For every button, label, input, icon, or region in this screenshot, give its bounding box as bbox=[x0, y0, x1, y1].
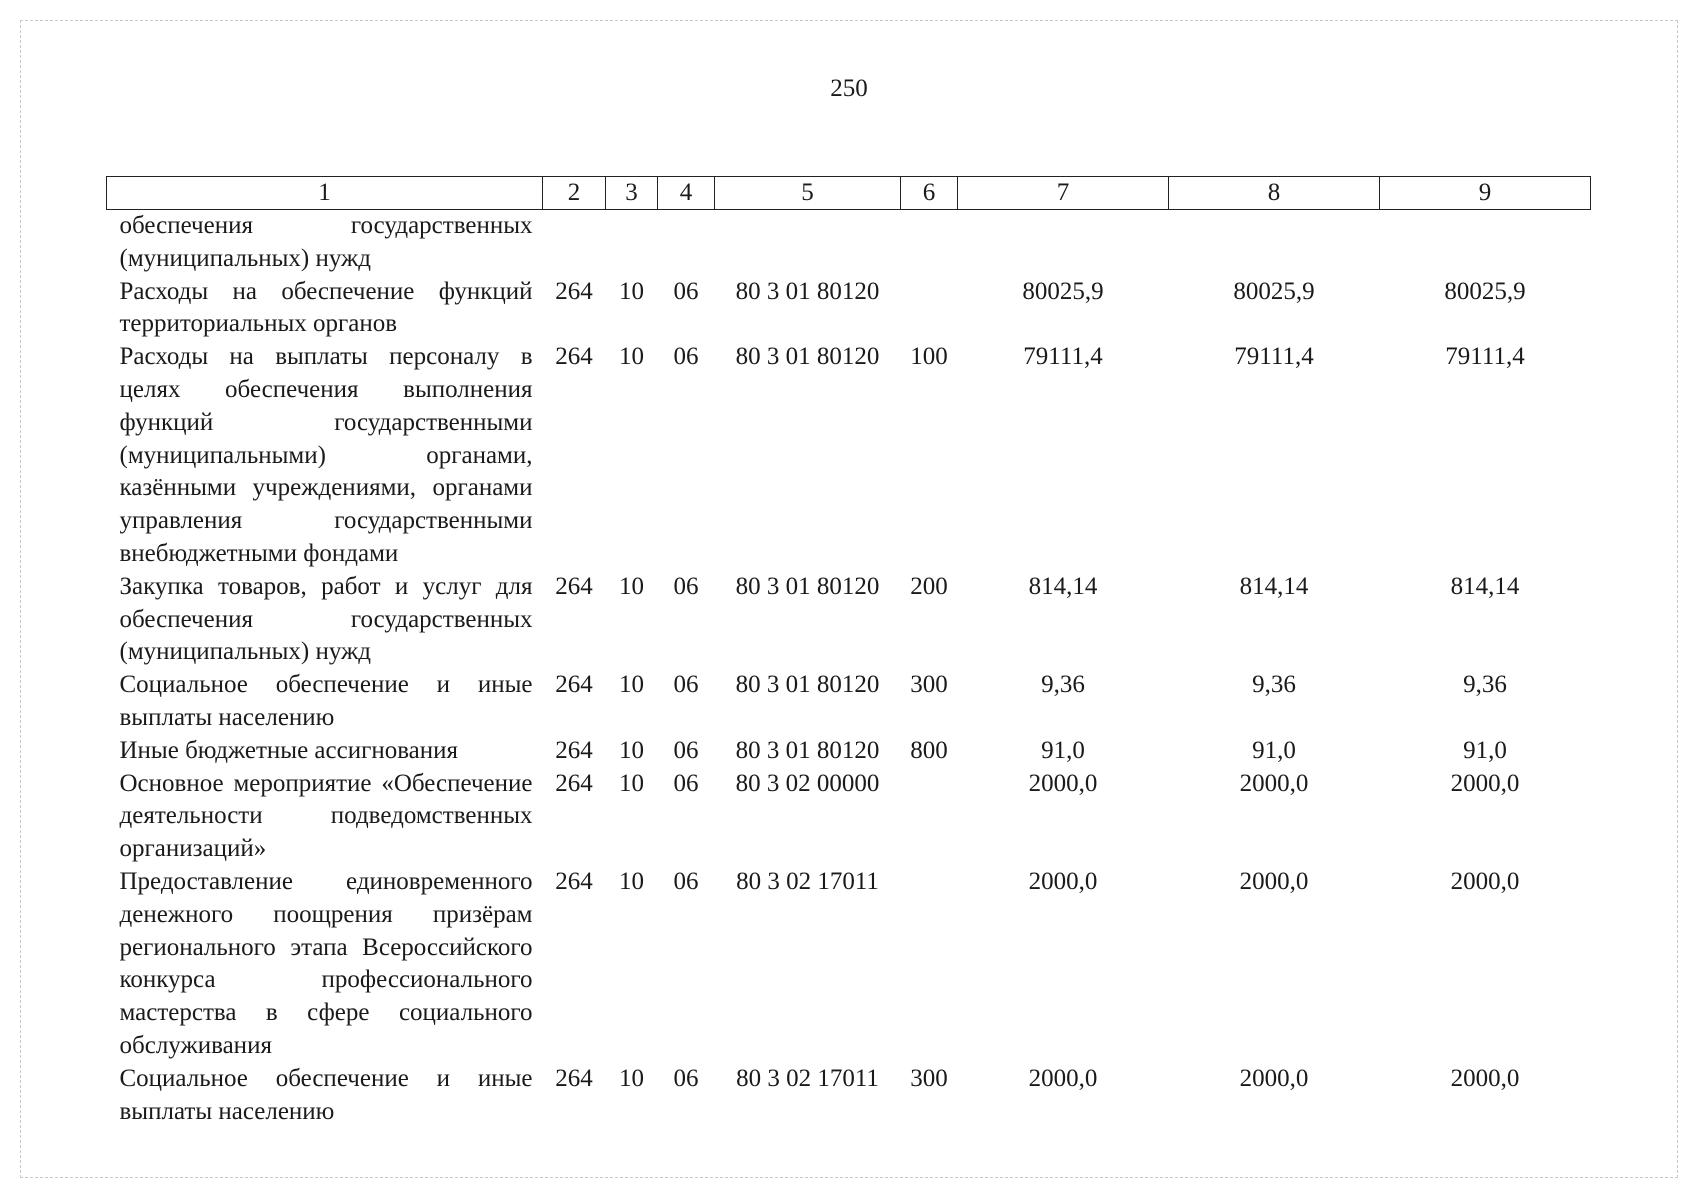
cell-col-2: 264 bbox=[555, 769, 593, 797]
cell-col-6 bbox=[901, 768, 958, 866]
table-row bbox=[107, 669, 1591, 735]
cell-col-4 bbox=[658, 210, 715, 276]
cell-col-4: 06 bbox=[673, 671, 699, 699]
table-row bbox=[107, 768, 1591, 866]
table-row bbox=[107, 1063, 1591, 1129]
table-body bbox=[107, 210, 1591, 1129]
cell-col-9: 80025,9 bbox=[1444, 277, 1526, 305]
cell-col-9: 9,36 bbox=[1463, 671, 1507, 699]
row-description: Социальное обеспечение и иные выплаты населению bbox=[119, 671, 533, 731]
cell-col-3: 10 bbox=[619, 277, 644, 305]
cell-col-5: 80 3 01 80120 bbox=[735, 671, 880, 699]
cell-col-5: 80 3 02 17011 bbox=[736, 867, 879, 895]
budget-table bbox=[106, 176, 1591, 1128]
column-header-6: 6 bbox=[901, 177, 958, 210]
cell-col-6: 300 bbox=[910, 671, 948, 699]
header-row bbox=[107, 177, 1591, 210]
column-header-2: 2 bbox=[543, 177, 606, 210]
row-description: Закупка товаров, работ и услуг для обеспечения государственных (муниципальных) нужд bbox=[119, 572, 533, 666]
cell-col-5: 80 3 01 80120 bbox=[735, 572, 880, 600]
row-description: Расходы на обеспечение функций территориальных органов bbox=[119, 277, 533, 338]
cell-col-8: 814,14 bbox=[1239, 572, 1309, 600]
cell-col-8: 91,0 bbox=[1252, 736, 1296, 764]
cell-col-6 bbox=[901, 866, 958, 1063]
cell-col-3: 10 bbox=[619, 343, 644, 371]
column-header-9: 9 bbox=[1380, 177, 1591, 210]
cell-col-4: 06 bbox=[673, 572, 699, 600]
cell-col-9: 2000,0 bbox=[1450, 769, 1520, 797]
cell-col-4: 06 bbox=[673, 277, 699, 305]
cell-col-7: 79111,4 bbox=[1023, 343, 1103, 371]
cell-col-5: 80 3 01 80120 bbox=[735, 736, 880, 764]
cell-col-9: 79111,4 bbox=[1445, 343, 1525, 371]
cell-col-4: 06 bbox=[673, 769, 699, 797]
cell-col-3 bbox=[606, 210, 658, 276]
column-header-5: 5 bbox=[715, 177, 901, 210]
cell-col-9: 2000,0 bbox=[1450, 867, 1520, 895]
cell-col-7: 2000,0 bbox=[1028, 1064, 1098, 1092]
cell-col-9: 2000,0 bbox=[1450, 1064, 1520, 1092]
cell-col-2: 264 bbox=[555, 867, 593, 895]
cell-col-8: 2000,0 bbox=[1239, 769, 1309, 797]
cell-col-7 bbox=[958, 210, 1169, 276]
cell-col-2: 264 bbox=[555, 277, 593, 305]
cell-col-7: 80025,9 bbox=[1022, 277, 1104, 305]
row-description: обеспечения государственных (муниципальных) нужд bbox=[119, 212, 533, 272]
cell-col-7: 814,14 bbox=[1028, 572, 1098, 600]
cell-col-4: 06 bbox=[673, 1064, 699, 1092]
cell-col-5: 80 3 02 17011 bbox=[736, 1064, 879, 1092]
row-description: Иные бюджетные ассигнования bbox=[119, 736, 459, 764]
page-number: 250 bbox=[830, 75, 868, 102]
cell-col-8: 2000,0 bbox=[1239, 867, 1309, 895]
cell-col-6 bbox=[901, 210, 958, 276]
cell-col-5 bbox=[715, 210, 901, 276]
cell-col-3: 10 bbox=[619, 1064, 644, 1092]
cell-col-7: 2000,0 bbox=[1028, 867, 1098, 895]
cell-col-8: 80025,9 bbox=[1233, 277, 1315, 305]
cell-col-9: 91,0 bbox=[1463, 736, 1507, 764]
column-header-3: 3 bbox=[606, 177, 658, 210]
cell-col-8 bbox=[1169, 210, 1380, 276]
cell-col-2: 264 bbox=[555, 736, 593, 764]
cell-col-5: 80 3 01 80120 bbox=[735, 343, 880, 371]
cell-col-2: 264 bbox=[555, 572, 593, 600]
cell-col-7: 9,36 bbox=[1041, 671, 1085, 699]
cell-col-9: 814,14 bbox=[1450, 572, 1520, 600]
cell-col-8: 79111,4 bbox=[1234, 343, 1314, 371]
cell-col-7: 2000,0 bbox=[1028, 769, 1098, 797]
cell-col-2: 264 bbox=[555, 343, 593, 371]
cell-col-3: 10 bbox=[619, 867, 644, 895]
row-description: Основное мероприятие «Обеспечение деятельности подведомственных организаций» bbox=[119, 769, 533, 863]
cell-col-5: 80 3 02 00000 bbox=[735, 769, 880, 797]
row-description: Социальное обеспечение и иные выплаты населению bbox=[119, 1064, 533, 1125]
cell-col-5: 80 3 01 80120 bbox=[735, 277, 880, 305]
cell-col-3: 10 bbox=[619, 769, 644, 797]
table-row bbox=[107, 210, 1591, 276]
cell-col-6: 200 bbox=[910, 572, 948, 600]
table-row bbox=[107, 571, 1591, 669]
cell-col-6: 800 bbox=[910, 736, 948, 764]
cell-col-4: 06 bbox=[673, 867, 699, 895]
table-row bbox=[107, 735, 1591, 768]
cell-col-2: 264 bbox=[555, 1064, 593, 1092]
cell-col-6 bbox=[901, 276, 958, 342]
cell-col-4: 06 bbox=[673, 343, 699, 371]
cell-col-2: 264 bbox=[555, 671, 593, 699]
table-row bbox=[107, 866, 1591, 1063]
cell-col-3: 10 bbox=[619, 572, 644, 600]
table-header bbox=[107, 177, 1591, 210]
cell-col-3: 10 bbox=[619, 736, 644, 764]
column-header-7: 7 bbox=[958, 177, 1169, 210]
column-header-8: 8 bbox=[1169, 177, 1380, 210]
cell-col-2 bbox=[543, 210, 606, 276]
table-row bbox=[107, 276, 1591, 342]
cell-col-6: 100 bbox=[910, 343, 948, 371]
cell-col-6: 300 bbox=[910, 1064, 948, 1092]
column-header-4: 4 bbox=[658, 177, 715, 210]
cell-col-7: 91,0 bbox=[1041, 736, 1085, 764]
cell-col-4: 06 bbox=[673, 736, 699, 764]
column-header-1: 1 bbox=[107, 177, 543, 210]
table-row bbox=[107, 341, 1591, 571]
cell-col-8: 9,36 bbox=[1252, 671, 1296, 699]
row-description: Предоставление единовременного денежного поощрения призёрам регионального этапа Всероссийского конкурса профессионального мастерства в сфере социального обслуживания bbox=[119, 867, 533, 1059]
row-description: Расходы на выплаты персоналу в целях обеспечения выполнения функций государственными (муниципальными) органами, казёнными учреждениями, органами управления государственными внебюджетными фондами bbox=[119, 343, 533, 567]
cell-col-9 bbox=[1380, 210, 1591, 276]
cell-col-3: 10 bbox=[619, 671, 644, 699]
cell-col-8: 2000,0 bbox=[1239, 1064, 1309, 1092]
